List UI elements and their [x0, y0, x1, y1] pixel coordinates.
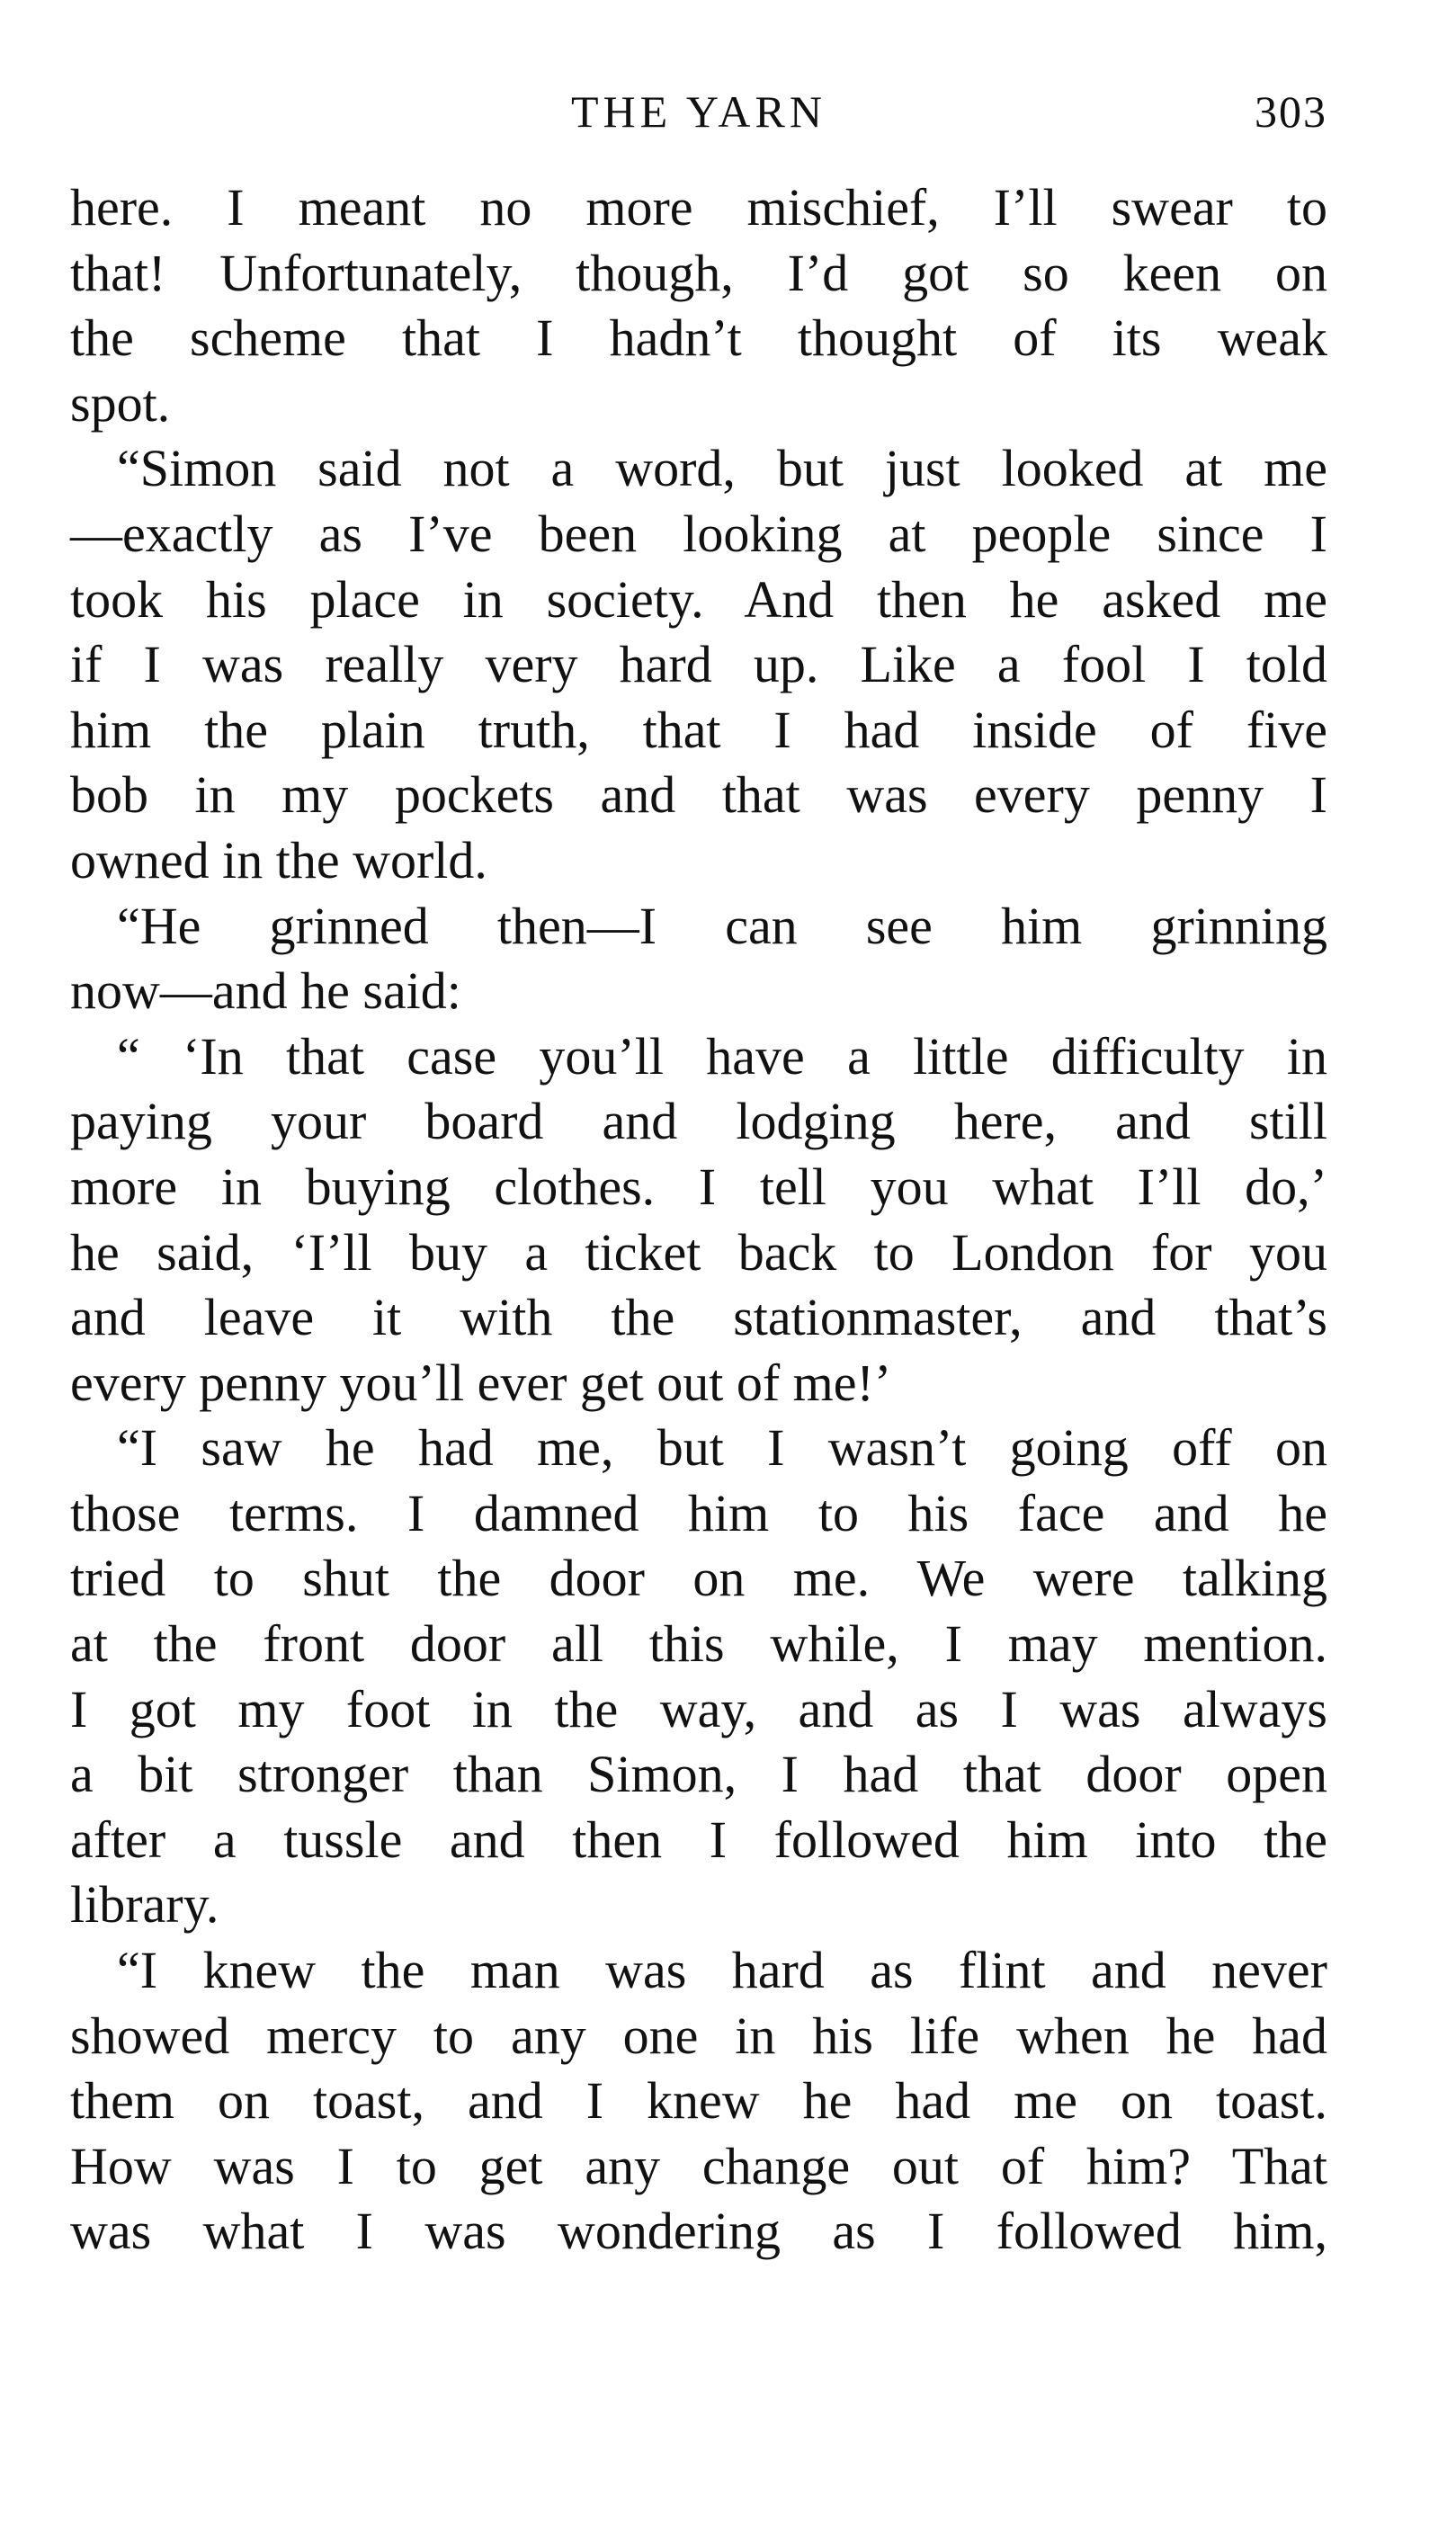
text-line: bob in my pockets and that was every penny I — [70, 765, 1327, 825]
text-line: now—and he said: — [70, 961, 461, 1021]
page-header — [70, 83, 1327, 140]
text-line: he said, ‘I’ll buy a ticket back to London for you — [70, 1222, 1327, 1282]
text-line: “I knew the man was hard as flint and never — [117, 1941, 1327, 2000]
text-line: paying your board and lodging here, and still — [70, 1092, 1327, 1151]
text-line: I got my foot in the way, and as I was always — [70, 1679, 1327, 1738]
page-number: 303 — [1255, 86, 1327, 137]
text-line: them on toast, and I knew he had me on toast. — [70, 2071, 1327, 2131]
text-line: took his place in society. And then he asked me — [70, 569, 1327, 629]
text-line: that! Unfortunately, though, I’d got so keen on — [70, 243, 1327, 302]
text-line: more in buying clothes. I tell you what I’ll do,’ — [70, 1157, 1327, 1216]
text-line: “ ‘In that case you’ll have a little difficulty in — [117, 1026, 1327, 1086]
text-line: if I was really very hard up. Like a fool I told — [70, 635, 1327, 694]
text-line: after a tussle and then I followed him into the — [70, 1810, 1327, 1869]
body-text — [70, 175, 1327, 2265]
running-head: THE YARN — [571, 86, 826, 137]
text-line: “He grinned then—I can see him grinning — [117, 896, 1327, 955]
text-line: a bit stronger than Simon, I had that door open — [70, 1745, 1327, 1804]
text-line: those terms. I damned him to his face and he — [70, 1483, 1327, 1542]
text-line: every penny you’ll ever get out of me!’ — [70, 1353, 892, 1412]
text-line: “Simon said not a word, but just looked at me — [117, 439, 1327, 498]
text-line: spot. — [70, 373, 171, 433]
text-line: the scheme that I hadn’t thought of its weak — [70, 308, 1327, 368]
text-line: How was I to get any change out of him? That — [70, 2136, 1327, 2195]
text-line: “I saw he had me, but I wasn’t going off on — [117, 1418, 1327, 1478]
text-line: was what I was wondering as I followed him, — [70, 2202, 1327, 2261]
text-line: him the plain truth, that I had inside of five — [70, 700, 1327, 759]
text-line: library. — [70, 1875, 219, 1935]
text-line: tried to shut the door on me. We were talking — [70, 1549, 1327, 1608]
text-line: here. I meant no more mischief, I’ll swear to — [70, 178, 1327, 237]
text-line: owned in the world. — [70, 830, 487, 889]
text-line: —exactly as I’ve been looking at people since I — [70, 504, 1327, 563]
text-line: at the front door all this while, I may mention. — [70, 1614, 1327, 1674]
text-line: showed mercy to any one in his life when he had — [70, 2006, 1327, 2065]
text-line: and leave it with the stationmaster, and that’s — [70, 1288, 1327, 1347]
